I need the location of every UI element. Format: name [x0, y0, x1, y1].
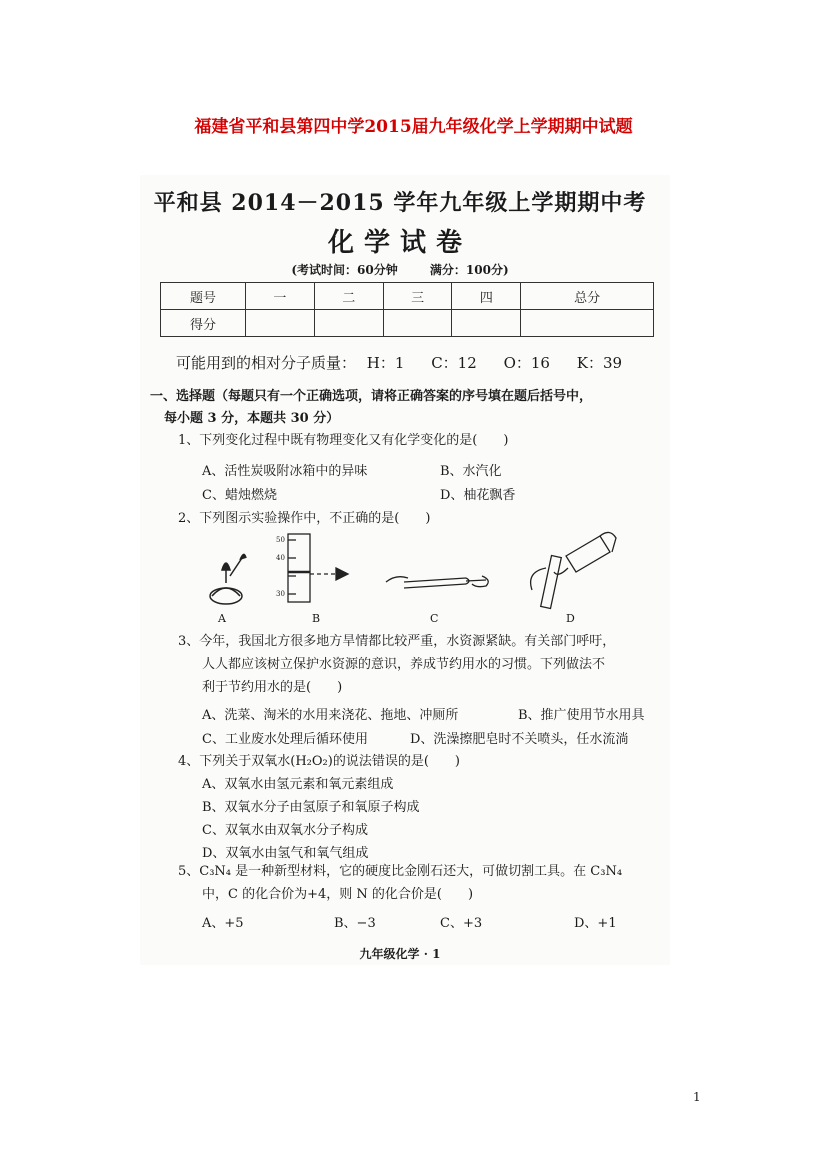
- question-3-option-d: D、洗澡擦肥皂时不关喷头，任水流淌: [410, 732, 629, 747]
- figure-d-pouring-liquid: [531, 532, 616, 608]
- question-5-option-b: B、−3: [334, 916, 376, 931]
- score-table-score-row: [161, 310, 654, 337]
- question-3-stem-line-1: 3、今年，我国北方很多地方旱情都比较严重，水资源紧缺。有关部门呼吁，: [178, 634, 616, 649]
- question-3-option-b: B、推广使用节水用具: [518, 708, 645, 723]
- question-4-option-b: B、双氧水分子由氢原子和氧原子构成: [202, 800, 420, 815]
- tick-label: 40: [276, 554, 285, 562]
- figure-label: C: [430, 612, 439, 625]
- question-4-option-c: C、双氧水由双氧水分子构成: [202, 823, 368, 838]
- score-cell: 总分: [521, 283, 654, 310]
- tick-label: 50: [276, 536, 285, 544]
- figure-b-graduated-cylinder: [288, 534, 348, 602]
- atomic-mass-item: O：16: [503, 354, 550, 372]
- atomic-mass-item: K：39: [576, 354, 623, 372]
- score-cell: 三: [383, 283, 452, 310]
- figure-c-test-tube: [386, 576, 488, 588]
- question-1-option-c: C、蜡烛燃烧: [202, 488, 277, 503]
- figure-label: B: [312, 612, 321, 625]
- question-1-option-b: B、水汽化: [440, 464, 502, 479]
- question-3-option-a: A、洗菜、淘米的水用来浇花、拖地、冲厕所: [202, 708, 459, 723]
- score-table: [160, 282, 654, 337]
- question-3-stem-line-2: 人人都应该树立保护水资源的意识，养成节约用水的习惯。下列做法不: [202, 657, 606, 672]
- page-number: 1: [693, 1090, 701, 1104]
- exam-page-footer: 九年级化学 · 1: [359, 947, 441, 961]
- score-cell: [383, 310, 452, 337]
- question-5-stem-line-1: 5、C₃N₄ 是一种新型材料，它的硬度比金刚石还大，可做切割工具。在 C₃N₄: [178, 864, 623, 879]
- question-3-option-c: C、工业废水处理后循环使用: [202, 732, 368, 747]
- atomic-masses: [176, 352, 644, 373]
- question-5-option-c: C、+3: [440, 916, 483, 931]
- score-cell: 题号: [161, 283, 246, 310]
- question-5-stem-line-2: 中，C 的化合价为+4，则 N 的化合价是( ): [202, 887, 474, 902]
- score-table-header-row: [161, 283, 654, 310]
- exam-time: (考试时间：60分钟: [291, 263, 398, 277]
- section-1-scoring: 每小题 3 分，本题共 30 分）: [164, 411, 340, 426]
- figure-label: D: [566, 612, 575, 625]
- figure-label: A: [218, 612, 226, 625]
- question-5-option-a: A、+5: [202, 916, 244, 931]
- score-cell: 二: [314, 283, 383, 310]
- question-1-option-a: A、活性炭吸附冰箱中的异味: [202, 464, 368, 479]
- question-5-option-d: D、+1: [574, 916, 617, 931]
- exam-subject: 化学试卷: [327, 228, 472, 258]
- exam-info: [150, 261, 650, 278]
- figure-a-alcohol-lamp: [210, 554, 246, 604]
- question-2-stem: 2、下列图示实验操作中，不正确的是( ): [178, 511, 431, 526]
- score-cell: [521, 310, 654, 337]
- score-cell: 四: [452, 283, 521, 310]
- exam-full-marks: 满分：100分): [429, 263, 509, 277]
- atomic-masses-label: 可能用到的相对分子质量：: [176, 354, 357, 372]
- question-1-stem: 1、下列变化过程中既有物理变化又有化学变化的是( ): [178, 433, 509, 448]
- question-3-stem-line-3: 利于节约用水的是( ): [202, 680, 343, 695]
- atomic-mass-item: C：12: [431, 354, 477, 372]
- question-4-option-d: D、双氧水由氢气和氧气组成: [202, 846, 369, 861]
- question-4-option-a: A、双氧水由氢元素和氧元素组成: [202, 777, 394, 792]
- score-cell: 得分: [161, 310, 246, 337]
- section-1-title: 一、选择题（每题只有一个正确选项，请将正确答案的序号填在题后括号中，: [150, 389, 593, 404]
- score-cell: [314, 310, 383, 337]
- document-title: 福建省平和县第四中学2015届九年级化学上学期期中试题: [194, 117, 633, 137]
- atomic-mass-item: H：1: [366, 354, 405, 372]
- question-4-stem: 4、下列关于双氧水(H₂O₂)的说法错误的是( ): [178, 754, 460, 769]
- section-1-heading: [150, 386, 650, 430]
- score-cell: [452, 310, 521, 337]
- tick-label: 30: [276, 590, 285, 598]
- score-cell: 一: [246, 283, 315, 310]
- score-cell: [246, 310, 315, 337]
- question-1-option-d: D、柚花飘香: [440, 488, 516, 503]
- exam-header: 平和县 2014－2015 学年九年级上学期期中考: [153, 190, 647, 216]
